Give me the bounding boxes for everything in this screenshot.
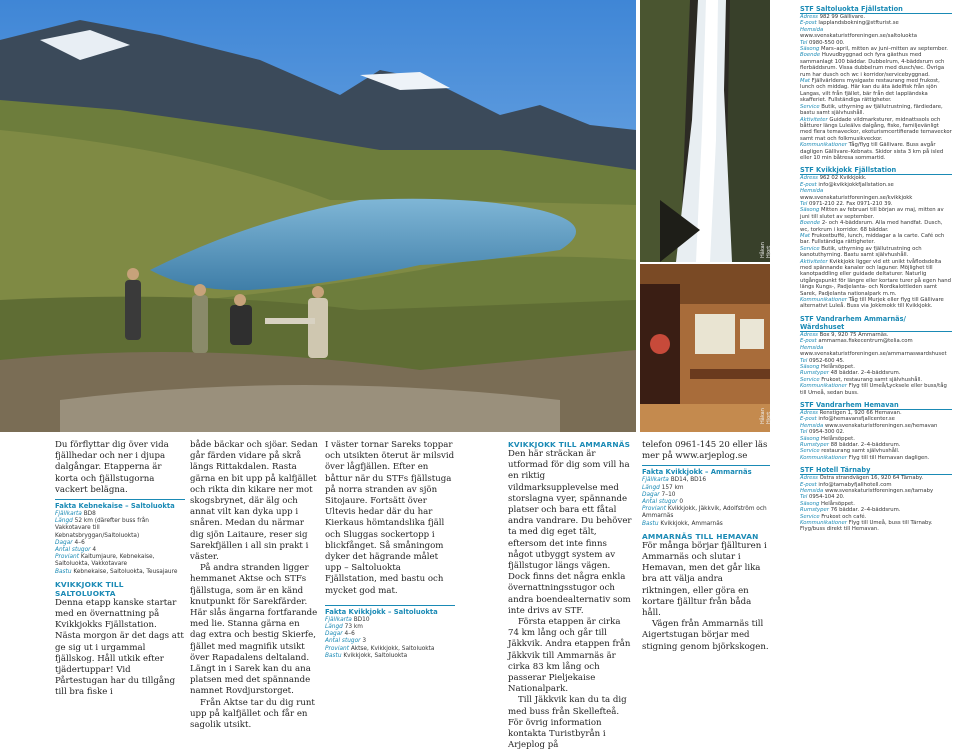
body-text: På andra stranden ligger hemmanet Aktse och STFs fjällstuga, som är en känd knutpunkt för Sarekfärder. Här slås ängarna fortfarande med lie. Stanna gärna en dag extra och bestig Skierfe, fjället med magnifik utsikt över Rapadalens deltaland. Längt in i Sarek kan du ana platsen med det spännande namnet Rovdjurstorget. bbox=[190, 563, 318, 697]
fact-line bbox=[800, 104, 952, 117]
fact-value: www.svenskaturistforeningen.se/ammarnaswardshuset bbox=[800, 351, 947, 358]
sidebar-section bbox=[800, 310, 952, 396]
fact-value: Flyg till Umeå/Lycksele eller buss/tåg till Umeå, sedan buss. bbox=[800, 383, 947, 396]
fact-value: Kaitumjaure, Kebnekaise, Saltoluokta, Vakkotavare bbox=[55, 554, 155, 568]
fact-value: Kvikkjokk, Jäkkvik, Adolfström och Ammarnäs bbox=[642, 506, 767, 520]
fact-value: Östra strandvägen 16, 920 64 Tärnaby. bbox=[819, 475, 924, 482]
fact-key: Bastu bbox=[642, 520, 659, 527]
fact-value: info@hemavansfjallcenter.se bbox=[818, 416, 895, 423]
fact-key: Rumstyper bbox=[800, 441, 829, 448]
fact-value: Helårsöppet. bbox=[821, 363, 855, 370]
fact-key: Tel bbox=[800, 200, 808, 207]
fact-value: Tåg till Murjek eller flyg till Gällivare alternativt Luleå. Buss via Jokkmokk till Kvikkjokk. bbox=[800, 297, 944, 310]
fact-value: restaurang samt självhushåll. bbox=[821, 448, 900, 455]
fact-value: BD14, BD16 bbox=[670, 477, 707, 484]
fact-key: Tel bbox=[800, 357, 808, 364]
fact-key: Service bbox=[800, 103, 820, 110]
sidebar-section bbox=[800, 0, 952, 161]
fact-box-title: Fakta Kvikkjokk – Saltoluokta bbox=[325, 607, 438, 616]
fact-value: Mars–april, mitten av juni–mitten av september. bbox=[821, 46, 948, 53]
fact-key: Rumstyper bbox=[800, 370, 829, 377]
fact-key: Antal stugor bbox=[55, 547, 91, 554]
fact-key: Kommunikationer bbox=[800, 383, 847, 390]
fact-key: Mat bbox=[800, 233, 810, 239]
fact-key: Säsong bbox=[800, 207, 820, 214]
fact-value: Aktse, Kvikkjokk, Saltoluokta bbox=[350, 645, 435, 652]
fact-key: Bastu bbox=[55, 568, 72, 575]
fact-key: Adress bbox=[800, 331, 818, 338]
fact-key: Adress bbox=[800, 175, 818, 182]
photo-credit: Håkan Hjort bbox=[760, 408, 772, 424]
fact-key: Tel bbox=[800, 494, 808, 501]
fact-value: Frukost, restaurang samt självhushåll. bbox=[821, 376, 923, 383]
fact-key: Längd bbox=[55, 518, 73, 525]
fact-value: 2- och 4-bäddsrum. Alla med handfat. Dusch, wc, torkrum i korridor. 68 bäddar. bbox=[800, 220, 943, 233]
fact-box-title: Fakta Kebnekaise – Saltoluokta bbox=[55, 502, 175, 511]
fact-key: E-post bbox=[800, 481, 817, 488]
fact-key: Antal stugor bbox=[642, 499, 678, 506]
fact-key: Bastu bbox=[325, 652, 342, 659]
fact-value: info@tarnabyfjallhotell.com bbox=[818, 481, 892, 488]
fact-value: 0971-210 22. Fax 0971-210 39. bbox=[809, 200, 893, 207]
fact-value: Kvikkjokk, Saltoluokta bbox=[343, 652, 408, 659]
fact-value: Kebnekaise, Saltoluokta, Teusajaure bbox=[73, 568, 178, 575]
fact-value: 0954-300 02. bbox=[809, 429, 845, 436]
fact-line bbox=[800, 259, 952, 297]
fact-key: Tel bbox=[800, 39, 808, 46]
fact-value: Kvikkjokk ligger vid ett unikt tvåflodsdelta med spännande kanaler och laguner. Möjlighet till kanotpaddling eller guidade deltaturer. Naturlig utgångspunkt för längre eller kortare turer på egen hand längs Kungs-, Padjelanta- och Nordkalottleden samt Sarek, Padjelanta nationalpark m.m. bbox=[800, 258, 951, 297]
body-text: Denna etapp kanske startar med en övernattning på Kvikkjokks Fjällstation. Nästa morgon är det dags att ge sig ut i urgammal fjällskog. Håll utkik efter tjädertuppar! Vid Pårtestugan har du tillgång till bra fiske i bbox=[55, 597, 184, 698]
body-text: Vägen från Ammarnäs till Aigertstugan börjar med stigning genom björkskogen. bbox=[642, 619, 769, 652]
fact-value: www.svenskaturistforeningen.se/saltoluokta bbox=[800, 33, 917, 40]
mountain-lake-hikers-photo bbox=[0, 0, 636, 432]
fact-key: Säsong bbox=[800, 363, 820, 370]
fact-key: E-post bbox=[800, 338, 817, 345]
fact-value: www.svenskaturistforeningen.se/tarnaby bbox=[824, 488, 934, 494]
section-heading: KVIKKJOKK TILL AMMARNÄS bbox=[508, 440, 631, 449]
fact-key: Aktiviteter bbox=[800, 116, 828, 123]
fact-line bbox=[325, 653, 455, 660]
fact-key: Fjällkarta bbox=[55, 511, 82, 518]
fact-value: 88 bäddar. 2–4-bäddsrum. bbox=[830, 441, 901, 448]
fact-box bbox=[642, 465, 770, 527]
waterfall-photo bbox=[640, 0, 770, 262]
fact-value: Flyg till Umeå, buss till Tärnaby. Flyg/buss direkt till Hemavan. bbox=[800, 520, 933, 533]
body-text: Till Jäkkvik kan du ta dig med buss från Skellefteå. För övrig information kontakta Turistbyrån i Arjeplog på bbox=[508, 695, 627, 751]
fact-line bbox=[642, 477, 770, 484]
fact-line bbox=[325, 617, 455, 624]
fact-value: info@kvikkjokkfjallstation.se bbox=[818, 181, 894, 188]
fact-value: BD8 bbox=[83, 511, 96, 518]
fact-line bbox=[800, 233, 952, 246]
fact-key: E-post bbox=[800, 181, 817, 188]
fact-key: Kommunikationer bbox=[800, 297, 847, 304]
fact-value: 52 km (därefter buss från Vakkotavare till Kebnatsbryggan/Saltoluokta) bbox=[55, 518, 149, 539]
fact-line bbox=[800, 142, 952, 161]
sidebar-section bbox=[800, 461, 952, 533]
fact-key: Service bbox=[800, 513, 820, 520]
fact-key: Hemsida bbox=[800, 344, 824, 351]
article-column-1 bbox=[55, 440, 185, 699]
fact-value: 962 02 Kvikkjokk. bbox=[819, 175, 867, 182]
fact-key: Antal stugor bbox=[325, 638, 361, 645]
fact-value: 4 bbox=[92, 547, 97, 554]
fact-value: Helårsöppet. bbox=[821, 435, 855, 442]
fact-key: Boende bbox=[800, 220, 821, 227]
fact-key: Tel bbox=[800, 429, 808, 436]
fact-line bbox=[800, 520, 952, 533]
fact-value: 0980-550 00. bbox=[809, 39, 845, 46]
fact-value: 7–10 bbox=[661, 491, 676, 498]
sidebar-section-title: STF Hotell Tärnaby bbox=[800, 461, 952, 475]
fact-value: 48 bäddar. 2–4-bäddsrum. bbox=[830, 370, 901, 377]
fact-value: 73 km bbox=[344, 624, 363, 631]
fact-key: Adress bbox=[800, 14, 818, 20]
fact-key: Dagar bbox=[642, 491, 660, 498]
fact-key: Hemsida bbox=[800, 188, 824, 195]
fact-line bbox=[800, 220, 952, 233]
fact-box bbox=[325, 605, 455, 660]
fact-value: Frukost och café. bbox=[821, 513, 867, 520]
fact-value: Guidade vildmarksturer, midnattssols och båtturer längs Luleälvs dalgång, fiske, familjevänligt med flera temaveckor, ekoturismcertifierade temaveckor samt mat och folkmusikveckor. bbox=[800, 116, 952, 142]
fact-value: www.svenskaturistforeningen.se/kvikkjokk bbox=[800, 194, 913, 201]
body-text: både bäckar och sjöar. Sedan går färden vidare på skrå längs Rittakdalen. Rasta gärna en bit upp på kalfjället och rikta din kikare ner mot skogsbrynet, där älg och annat vilt kan dyka upp i snåren. Medan du närmar dig sjön Laitaure, reser sig Sarekfjällen i all sin prakt i väster. bbox=[190, 440, 318, 563]
body-text: Du förflyttar dig över vida fjällhedar och ner i djupa dalgångar. Etapperna är korta och fjällstugorna vackert belägna. bbox=[55, 440, 169, 495]
fact-value: BD10 bbox=[353, 616, 370, 623]
body-text: För många börjar fjällturen i Ammarnäs och slutar i Hemavan, men det går lika bra att välja andra riktningen, eller göra en kortare fjälltur från båda håll. bbox=[642, 540, 767, 619]
fact-value: 0952-600 45. bbox=[809, 357, 845, 364]
body-text: telefon 0961-145 20 eller läs mer på www.arjeplog.se bbox=[642, 440, 768, 462]
body-text: I väster tornar Sareks toppar och utsikten öterut är milsvid över lågfjällen. Efter en båttur när du STFs fjällstuga på norra stranden av sjön Sitojaure. Fortsätt över Ultevis hedar där du har Kierkaus hömtandslika fjäll och Sluggas sockertopp i blickfånget. Så småningom dyker det hägrande målet upp – Saltoluokta Fjällstation, med bastu och mycket god mat. bbox=[325, 440, 455, 596]
fact-line bbox=[55, 547, 185, 554]
fact-line bbox=[800, 207, 952, 220]
fact-line bbox=[800, 297, 952, 310]
fact-box-title: Fakta Kvikkjokk – Ammarnäs bbox=[642, 468, 752, 477]
fact-key: Längd bbox=[642, 484, 660, 491]
fact-key: E-post bbox=[800, 416, 817, 423]
article-column-2 bbox=[190, 440, 318, 731]
fact-line bbox=[800, 383, 952, 396]
sidebar-section bbox=[800, 396, 952, 461]
fact-line bbox=[325, 631, 455, 638]
article-column-3 bbox=[325, 440, 455, 664]
fact-value: ammarnas.fiskecentrum@telia.com bbox=[818, 338, 913, 345]
fact-line bbox=[325, 624, 455, 631]
sidebar-section-title: STF Kvikkjokk Fjällstation bbox=[800, 161, 952, 175]
fact-key: Rumstyper bbox=[800, 507, 829, 514]
fact-key: Kommunikationer bbox=[800, 454, 847, 461]
article-column-5 bbox=[642, 440, 770, 653]
fact-key: Säsong bbox=[800, 500, 820, 507]
fact-box bbox=[55, 499, 185, 576]
fact-line bbox=[642, 499, 770, 506]
fact-key: Säsong bbox=[800, 435, 820, 442]
fact-line bbox=[800, 78, 952, 104]
fact-value: 3 bbox=[362, 638, 367, 645]
sidebar-section-title: STF Vandrarhem Hemavan bbox=[800, 396, 952, 410]
fact-key: Service bbox=[800, 245, 820, 252]
fact-key: Mat bbox=[800, 78, 810, 85]
body-text: Från Aktse tar du dig runt upp på kalfjället och får en sagolik utsikt. bbox=[190, 697, 315, 731]
fact-value: 0954-104 20. bbox=[809, 494, 845, 501]
article-column-4 bbox=[508, 440, 634, 751]
fact-key: Service bbox=[800, 376, 820, 383]
fact-key: Fjällkarta bbox=[325, 616, 352, 623]
fact-line bbox=[55, 540, 185, 547]
fact-key: Säsong bbox=[800, 46, 820, 53]
accommodation-sidebar bbox=[790, 0, 960, 679]
fact-value: 4–6 bbox=[74, 539, 85, 546]
fact-value: Renstigen 1, 920 66 Hemavan. bbox=[819, 409, 902, 416]
fact-key: Aktiviteter bbox=[800, 258, 828, 265]
fact-key: Dagar bbox=[325, 631, 343, 638]
fact-value: 157 km bbox=[661, 484, 684, 491]
body-text: Den här sträckan är utformad för dig som vill ha en riktig vildmarksupplevelse med storslagna vyer, spännande platser och bara ett fåtal andra vandrare. Du behöver ta med dig eget tält, eftersom det inte finns något utbyggt system av fjällstugor längs vägen. Dock finns det några enkla övernattningsstugor och andra boendealternativ som inte drivs av STF. bbox=[508, 449, 632, 616]
photo-credit: Håkan Hjort bbox=[760, 242, 772, 258]
fact-value: Butik, uthyrning av fjällutrustning och kanotuthyrning. Bastu samt självhushåll. bbox=[800, 245, 922, 259]
fact-value: lapplandsbokning@stfturist.se bbox=[818, 20, 899, 27]
fact-key: Proviant bbox=[55, 554, 79, 561]
fact-key: Adress bbox=[800, 475, 818, 482]
fact-value: Fjällvärldens mysigaste restaurang med frukost, lunch och middag. Här kan du äta ädelfisk från sjön Langas, vilt från fjället, bär från det lappländska skafferiet. Fullständiga rättigheter. bbox=[800, 78, 940, 104]
fact-line bbox=[800, 246, 952, 259]
fact-key: E-post bbox=[800, 20, 817, 27]
fact-key: Boende bbox=[800, 52, 821, 59]
fact-value: Frukostbuffé, lunch, middagar a la carte. Café och bar. Fullständiga rättigheter. bbox=[800, 233, 945, 246]
fact-line bbox=[800, 117, 952, 143]
fact-line bbox=[55, 518, 185, 540]
fact-key: Proviant bbox=[642, 506, 666, 513]
sidebar-section-title: STF Saltoluokta Fjällstation bbox=[800, 0, 952, 14]
fact-line bbox=[642, 492, 770, 499]
fact-key: Dagar bbox=[55, 539, 73, 546]
fact-key: Hemsida bbox=[800, 488, 824, 494]
section-heading: AMMARNÄS TILL HEMAVAN bbox=[642, 531, 759, 541]
fact-key: Fjällkarta bbox=[642, 477, 669, 484]
fact-key: Längd bbox=[325, 624, 343, 631]
fact-value: 0 bbox=[679, 499, 684, 506]
fact-value: Box 9, 920 75 Ammarnäs. bbox=[819, 331, 889, 338]
fact-key: Kommunikationer bbox=[800, 520, 847, 527]
fact-line bbox=[55, 569, 185, 576]
fact-key: Hemsida bbox=[800, 422, 824, 429]
fact-value: Huvudbyggnad och fyra gästhus med sammanlagt 100 bäddar. Dubbelrum, 4-bäddsrum och flerbäddsrum. Vissa dubbelrum med dusch/wc. Övriga rum har dusch och wc i korridor/servicebyggnad. bbox=[800, 52, 945, 78]
fact-value: 982 99 Gällivare. bbox=[819, 14, 866, 20]
fact-line bbox=[800, 455, 952, 461]
fact-line bbox=[325, 638, 455, 645]
fact-line bbox=[325, 646, 455, 653]
fact-value: Mitten av februari till början av maj, mitten av juni till slutet av september. bbox=[800, 207, 944, 220]
fact-value: 4–6 bbox=[344, 631, 355, 638]
fact-line bbox=[642, 506, 770, 520]
fact-value: Flyg till till Hemavan dagligen. bbox=[848, 454, 930, 461]
fact-value: Butik, uthyrning av fjällutrustning, färdiedare, bastu samt självhushåll. bbox=[800, 103, 943, 117]
fact-key: Proviant bbox=[325, 645, 349, 652]
fact-value: www.svenskaturistforeningen.se/hemavan bbox=[824, 422, 938, 429]
body-text: Första etappen är cirka 74 km lång och går till Jäkkvik. Andra etappen från Jäkkvik till Ammarnäs är cirka 83 km lång och passerar Pieljekaise Nationalpark. bbox=[508, 617, 631, 695]
cabin-dining-room-photo bbox=[640, 264, 770, 432]
fact-line bbox=[642, 485, 770, 492]
fact-line bbox=[642, 521, 770, 528]
fact-value: Tåg/flyg till Gällivare. Buss avgår dagligen Gällivare–Kebnats. Skidor sista 3 km på isled eller 10 min båtresa sommartid. bbox=[800, 142, 944, 161]
fact-line bbox=[800, 52, 952, 78]
fact-key: Service bbox=[800, 448, 820, 455]
sidebar-section bbox=[800, 161, 952, 310]
fact-key: Hemsida bbox=[800, 26, 824, 33]
sidebar-section-title: STF Vandrarhem Ammarnäs/ Wärdshuset bbox=[800, 310, 952, 332]
section-heading: KVIKKJOKK TILL SALTOLUOKTA bbox=[55, 579, 124, 598]
fact-key: Kommunikationer bbox=[800, 142, 847, 149]
fact-line bbox=[55, 554, 185, 568]
fact-value: 76 bäddar. 2–4-bäddsrum. bbox=[830, 507, 901, 514]
fact-key: Adress bbox=[800, 409, 818, 416]
fact-value: Helårsöppet. bbox=[821, 500, 855, 507]
fact-value: Kvikkjokk, Ammarnäs bbox=[660, 520, 723, 527]
